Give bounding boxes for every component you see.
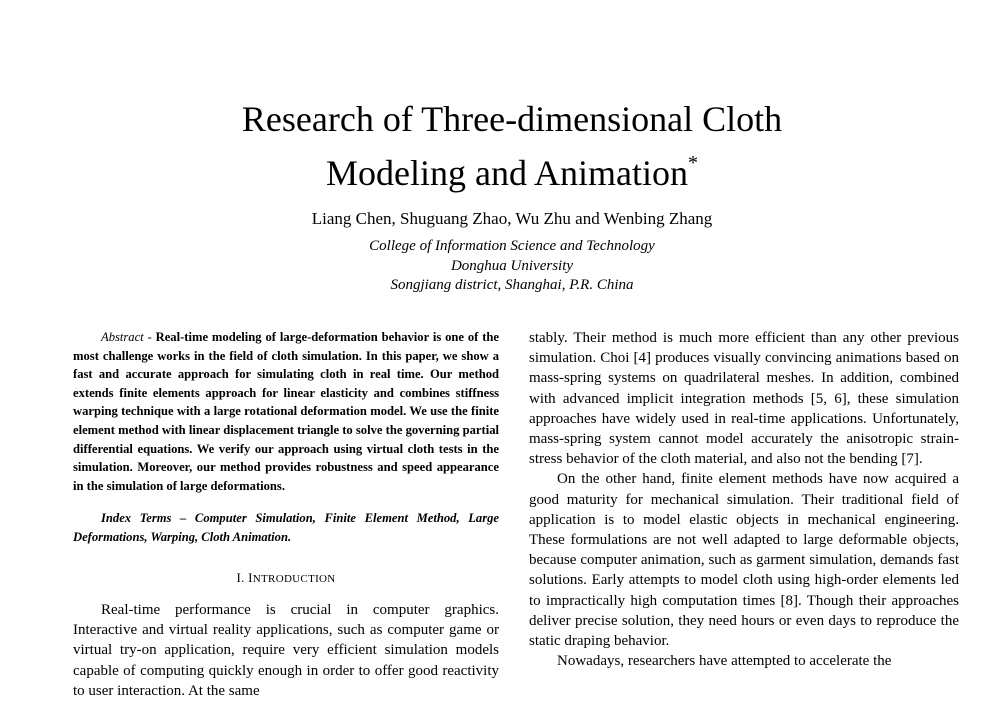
section-name: NTRODUCTION bbox=[252, 572, 336, 585]
right-column bbox=[529, 328, 959, 671]
section-heading-introduction bbox=[73, 569, 499, 589]
right-paragraph-1: stably. Their method is much more efficient than any other previous simulation. Choi [4] produces visually convincing animations based on mass-spring systems on quadrilateral meshes. In addition, combined with advanced implicit integration methods [5, 6], these simulation approaches have widely used in real-time applications. Unfortunately, mass-spring system cannot model accurately the anisotropic strain-stress behavior of the cloth material, and also not the bending [7]. bbox=[529, 330, 959, 468]
affiliation-line-3: Songjiang district, Shanghai, P.R. China bbox=[390, 277, 634, 293]
affiliation bbox=[0, 237, 1000, 296]
affiliation-line-1: College of Information Science and Technology bbox=[369, 238, 655, 254]
abstract-label: Abstract - bbox=[101, 330, 152, 344]
title-line-1: Research of Three-dimensional Cloth bbox=[241, 99, 783, 139]
index-terms: Index Terms – Computer Simulation, Finite Element Method, Large Deformations, Warping, Cloth Animation. bbox=[73, 511, 499, 544]
right-paragraph-3: Nowadays, researchers have attempted to accelerate the bbox=[557, 653, 892, 670]
abstract-text: Real-time modeling of large-deformation behavior is one of the most challenge works in the field of cloth simulation. In this paper, we show a fast and accurate approach for simulating cloth in real time. Our method extends finite elements approach for linear elasticity and combines stiffness warping technique with a large rotational deformation model. We use the finite element method with linear displacement triangle to solve the governing partial differential equations. We verify our approach using virtual cloth tests in the simulation. Moreover, our method provides robustness and speed appearance in the simulation of large deformations. bbox=[73, 330, 499, 493]
affiliation-line-2: Donghua University bbox=[450, 257, 574, 274]
left-column bbox=[73, 328, 499, 701]
abstract bbox=[73, 328, 499, 495]
title-line-2 bbox=[0, 141, 1000, 195]
intro-paragraph: Real-time performance is crucial in computer graphics. Interactive and virtual reality applications, such as computer game or virtual try-on application, require very efficient simulation models capable of computing quickly enough in order to offer good reactivity to user interaction. At the same bbox=[73, 602, 499, 699]
section-number: I. I bbox=[236, 569, 253, 585]
title-line-2-text: Modeling and Animation bbox=[326, 153, 688, 193]
title-footnote-mark: * bbox=[687, 152, 698, 174]
paper-title bbox=[0, 97, 1000, 195]
author-list: Liang Chen, Shuguang Zhao, Wu Zhu and Wenbing Zhang bbox=[311, 209, 713, 228]
right-paragraph-2: On the other hand, finite element methods have now acquired a good maturity for mechanical simulation. Their traditional field of application is to model elastic objects in mechanical engineering. These formulations are not well adapted to large deformable objects, because computer animation, such as garment simulation, demands fast solutions. Early attempts to model cloth using high-order elements led to impractically high computation times [8]. Though their approaches deliver precise solution, they need hours or even days to reproduce the static draping behavior. bbox=[529, 471, 959, 650]
